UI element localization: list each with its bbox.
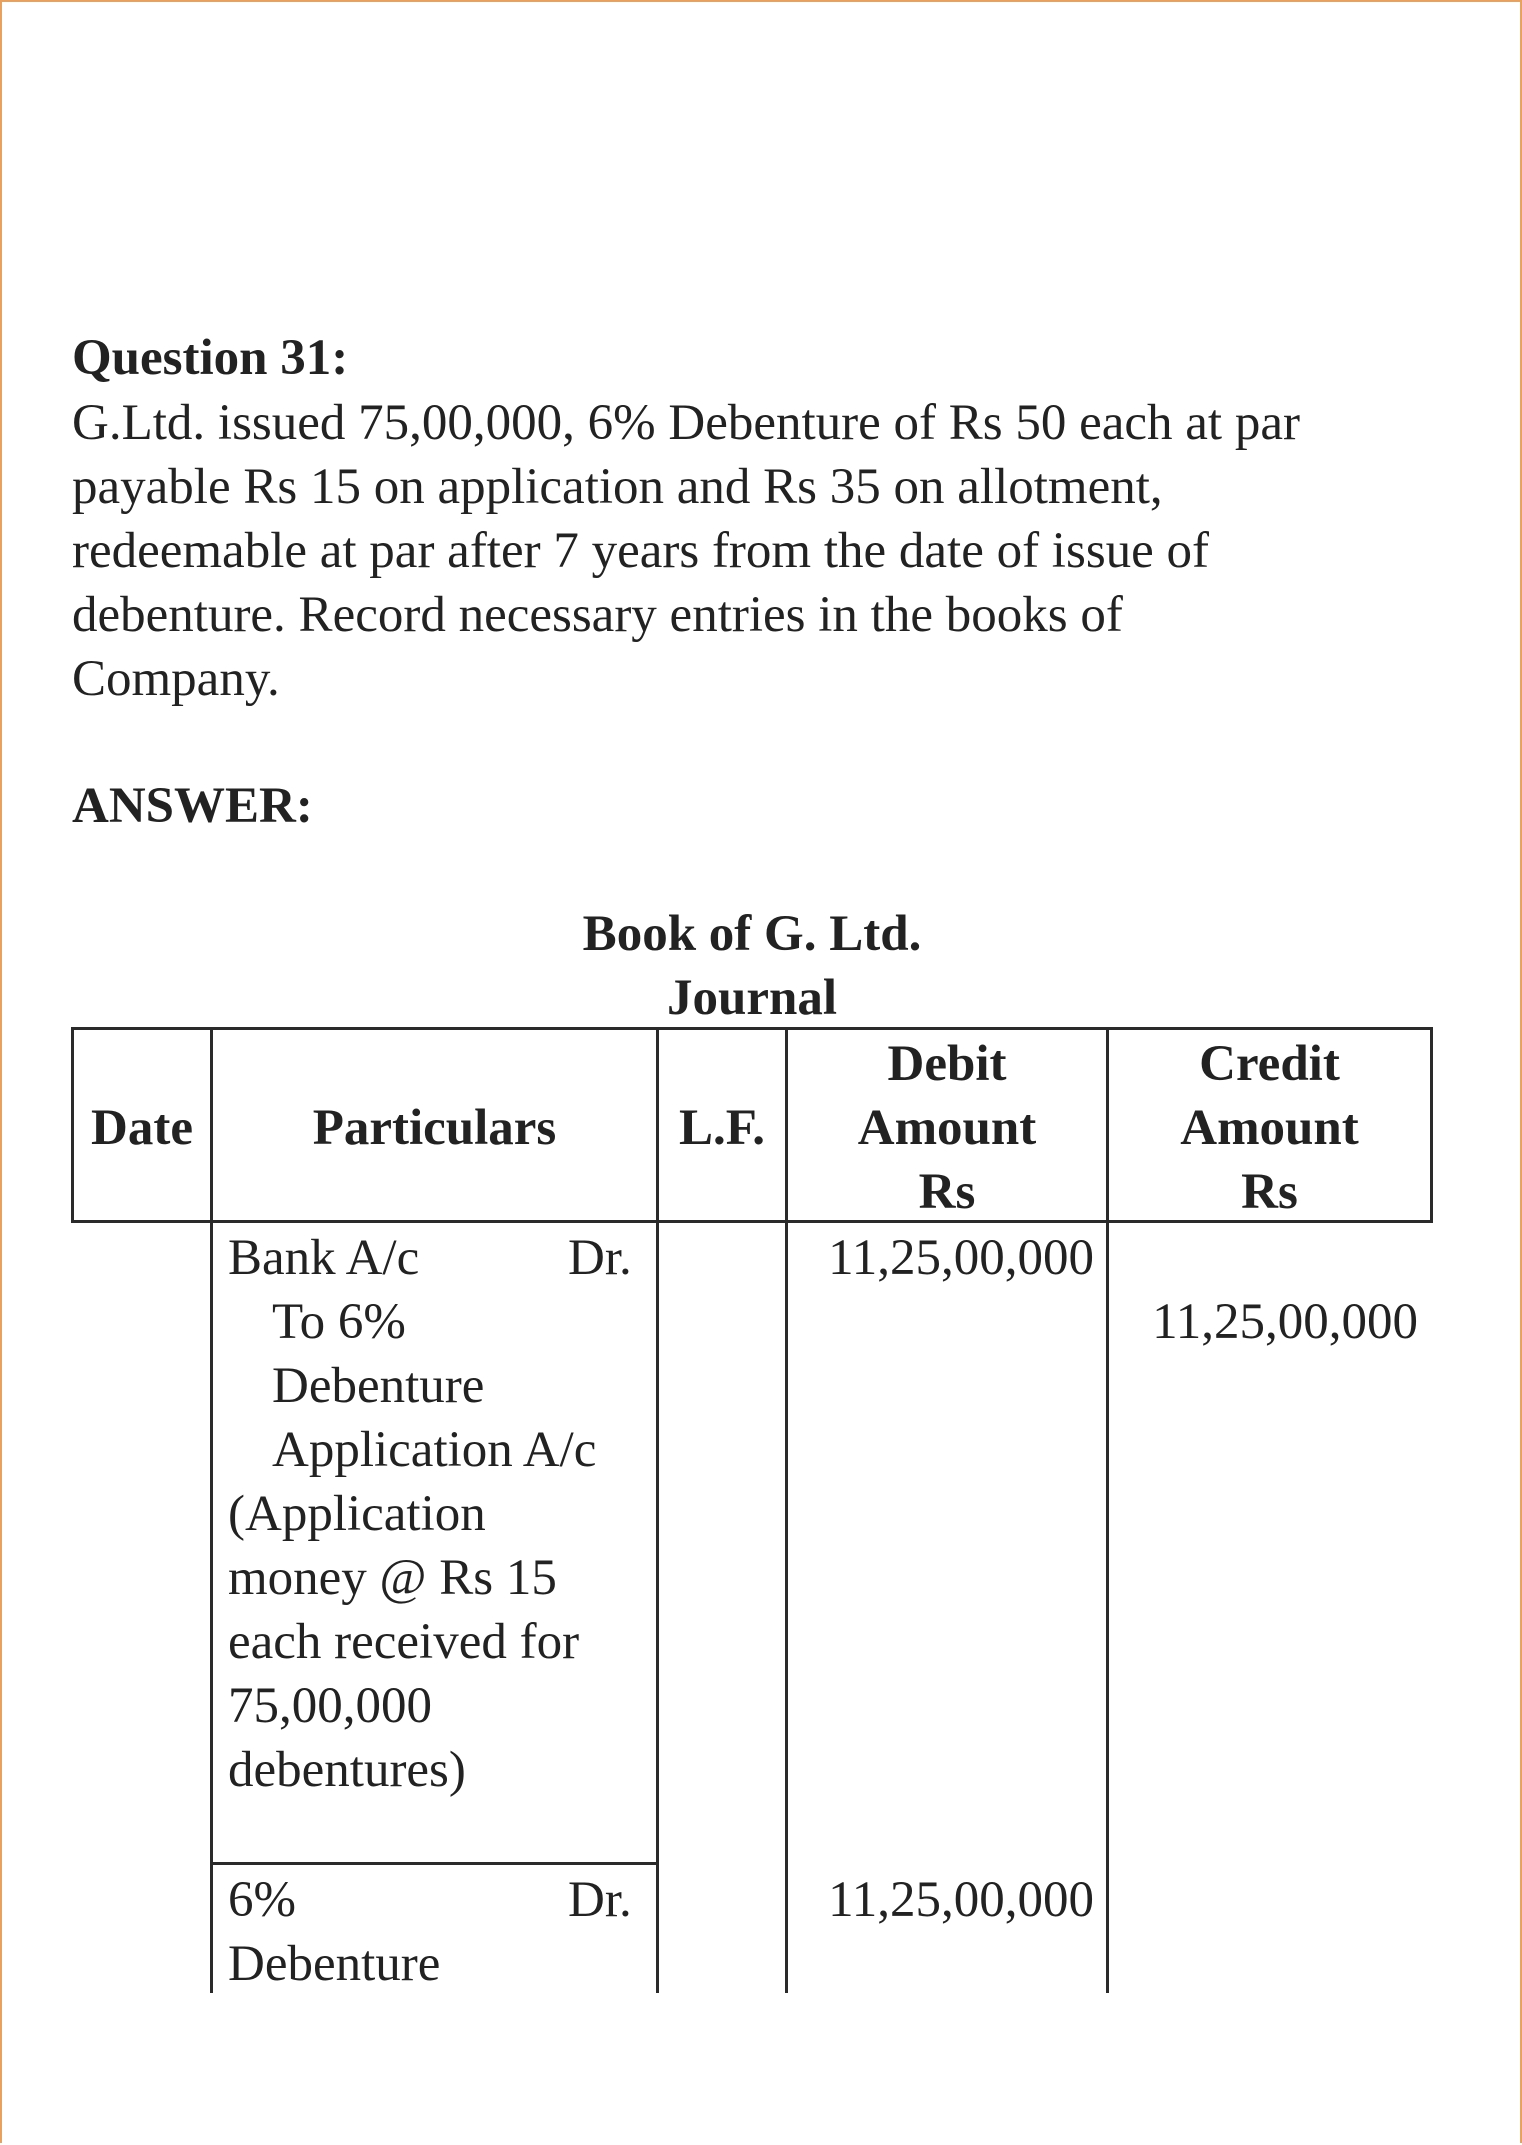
- credit-amount: 11,25,00,000: [1152, 1294, 1418, 1350]
- debit-account: Bank A/c: [228, 1230, 420, 1286]
- table-right-border: [1430, 1027, 1433, 1223]
- credit-account-line: Debenture: [272, 1358, 485, 1414]
- journal-title: Journal: [666, 970, 838, 1026]
- question-line: G.Ltd. issued 75,00,000, 6% Debenture of Rs 50 each at par: [72, 395, 1300, 451]
- header-lf: L.F.: [679, 1100, 765, 1156]
- debit-amount: 11,25,00,000: [828, 1230, 1094, 1286]
- debit-account-line: Debenture: [228, 1936, 441, 1992]
- header-particulars: Particulars: [312, 1100, 557, 1156]
- question-line: debenture. Record necessary entries in the books of: [72, 587, 1123, 643]
- narration-line: debentures): [228, 1742, 466, 1798]
- question-line: payable Rs 15 on application and Rs 35 on allotment,: [72, 459, 1163, 515]
- question-title: Question 31:: [72, 330, 349, 386]
- question-body: [72, 391, 1452, 711]
- debit-amount: 11,25,00,000: [828, 1872, 1094, 1928]
- entry-separator: [212, 1862, 658, 1865]
- header-credit-amount: Credit Amount Rs: [1180, 1036, 1359, 1220]
- book-title: Book of G. Ltd.: [582, 906, 922, 962]
- dr-label: Dr.: [568, 1872, 632, 1928]
- answer-label: ANSWER:: [72, 778, 313, 834]
- narration-line: each received for: [228, 1614, 580, 1670]
- table-top-border: [71, 1027, 1433, 1030]
- narration-line: (Application: [228, 1486, 486, 1542]
- question-line: redeemable at par after 7 years from the date of issue of: [72, 523, 1210, 579]
- credit-account-line: Application A/c: [272, 1422, 597, 1478]
- header-date: Date: [91, 1100, 193, 1156]
- dr-label: Dr.: [568, 1230, 632, 1286]
- debit-account-line: 6%: [228, 1872, 296, 1928]
- col-sep-particulars: [656, 1027, 659, 1993]
- col-sep-date: [210, 1027, 213, 1993]
- header-debit-amount: Debit Amount Rs: [857, 1036, 1037, 1220]
- narration-line: money @ Rs 15: [228, 1550, 557, 1606]
- question-line: Company.: [72, 651, 280, 707]
- narration-line: 75,00,000: [228, 1678, 432, 1734]
- credit-account-line: To 6%: [272, 1294, 406, 1350]
